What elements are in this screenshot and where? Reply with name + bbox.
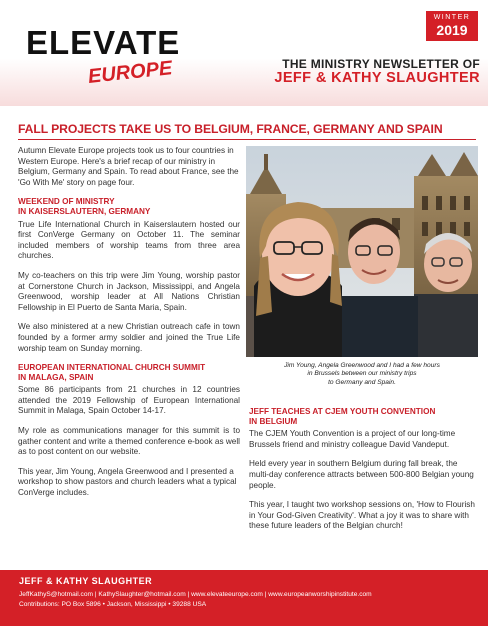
newsletter-names: JEFF & KATHY SLAUGHTER bbox=[274, 70, 480, 86]
footer bbox=[0, 570, 488, 626]
paragraph: My co-teachers on this trip were Jim Young, worship pastor at Cornerstone Church in Jackson, Mississippi, and Angela Greenwood, worship leader at All Nations Christian Fellowship in El Puerto de Santa Maria, Spain. bbox=[18, 270, 240, 312]
section-heading-line: EUROPEAN INTERNATIONAL CHURCH SUMMIT bbox=[18, 363, 206, 373]
intro-paragraph: Autumn Elevate Europe projects took us to four countries in Western Europe. Here's a brief recap of our ministry in Belgium, Germany and Spain. To read about France, see the 'Go With Me' story on page four. bbox=[18, 146, 239, 187]
paragraph: True Life International Church in Kaiserslautern hosted our first ConVerge Germany on October 11. The seminar included members of worship teams from three area churches. bbox=[18, 219, 240, 261]
logo-sub-text: EUROPE bbox=[86, 57, 174, 88]
season-badge bbox=[426, 11, 478, 41]
section-heading-line: JEFF TEACHES AT CJEM YOUTH CONVENTION bbox=[249, 407, 436, 416]
section-heading-cjem bbox=[249, 407, 478, 426]
caption-line: in Brussels between our ministry trips bbox=[307, 370, 417, 378]
article-title: FALL PROJECTS TAKE US TO BELGIUM, FRANCE, GERMANY AND SPAIN bbox=[18, 122, 443, 136]
section-heading-line: IN BELGIUM bbox=[249, 416, 298, 426]
footer-name: JEFF & KATHY SLAUGHTER bbox=[19, 576, 153, 586]
footer-contributions: Contributions: PO Box 5896 • Jackson, Mississippi • 39288 USA bbox=[19, 601, 207, 608]
logo-main-text: ELEVATE bbox=[26, 24, 181, 61]
paragraph: This year, Jim Young, Angela Greenwood and I presented a workshop to show pastors and church leaders what a typical ConVerge includes. bbox=[18, 466, 237, 498]
section-heading-line: WEEKEND OF MINISTRY bbox=[18, 197, 115, 207]
masthead bbox=[0, 0, 488, 106]
photo-illustration bbox=[246, 146, 478, 357]
paragraph: The CJEM Youth Convention is a project of our long-time Brussels friend and ministry colleague David Vandeput. bbox=[249, 429, 456, 449]
season-year: 2019 bbox=[436, 22, 468, 38]
elevate-europe-logo bbox=[26, 24, 226, 88]
footer-contact-links[interactable]: JeffKathyS@hotmail.com | KathySlaughter@hotmail.com | www.elevateeurope.com | www.europeanworshipinstitute.com bbox=[19, 591, 372, 598]
title-divider bbox=[18, 139, 476, 140]
paragraph: We also ministered at a new Christian outreach cafe in town founded by a former army soldier and joined the True Life worship team on Sunday morning. bbox=[18, 322, 240, 353]
photo-caption bbox=[246, 362, 478, 387]
caption-line: to Germany and Spain. bbox=[328, 378, 396, 386]
section-heading-line: IN KAISERSLAUTERN, GERMANY bbox=[18, 206, 151, 216]
left-column bbox=[18, 146, 240, 508]
right-column bbox=[249, 407, 478, 541]
paragraph: My role as communications manager for this summit is to gather content and write a themed conference e-book as well as to post content on our website. bbox=[18, 426, 240, 457]
paragraph: Some 86 participants from 21 churches in 12 countries attended the 2019 Fellowship of European International Summit in Malaga, Spain October 14-17. bbox=[18, 385, 240, 416]
caption-line: Jim Young, Angela Greenwood and I had a few hours bbox=[284, 362, 440, 369]
group-photo bbox=[246, 146, 478, 357]
season-label: WINTER bbox=[433, 14, 471, 21]
section-heading-malaga bbox=[18, 363, 240, 382]
newsletter-title: THE MINISTRY NEWSLETTER OF bbox=[282, 57, 480, 71]
section-heading-kaiserslautern bbox=[18, 197, 240, 216]
paragraph: This year, I taught two workshop sessions on, 'How to Flourish in Your God-Given Creativity'. What a joy it was to share with these future leaders of the Belgian church! bbox=[249, 500, 475, 531]
paragraph: Held every year in southern Belgium during fall break, the multi-day conference attracts between 500-800 Belgian young people. bbox=[249, 459, 474, 490]
section-heading-line: IN MALAGA, SPAIN bbox=[18, 372, 94, 382]
